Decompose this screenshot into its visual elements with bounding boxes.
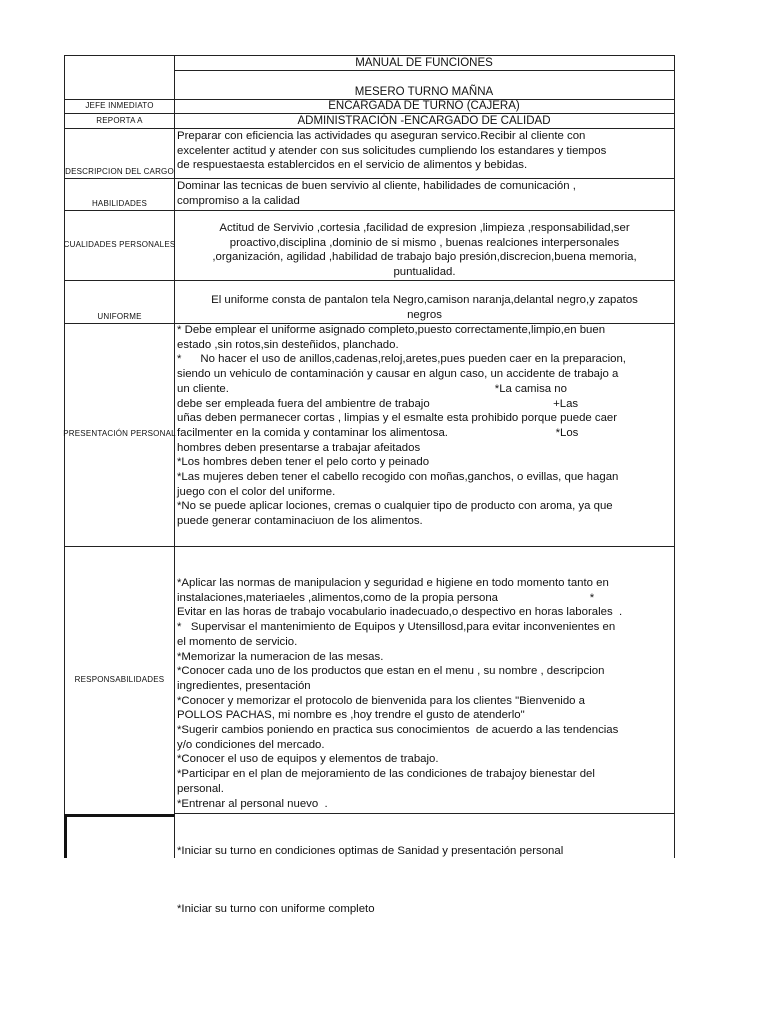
value-uniforme: El uniforme consta de pantalon tela Negro,camison naranja,delantal negro,y zapatos negros <box>174 281 675 324</box>
header-blank-cell <box>64 55 175 100</box>
value-responsabilidades: *Aplicar las normas de manipulacion y seguridad e higiene en todo momento tanto en instalaciones,materiaeles ,alimentos,como de la propia persona * Evitar en las horas de trabajo vocabulario inadecuado,o despectivo en horas laborales . * Supervisar el mantenimiento de Equipos y Utensillosd,para evitar inconvenientes en el momento de servicio. *Memorizar la numeracion de las mesas. *Conocer cada uno de los productos que estan en el menu , su nombre , descripcion ingredientes, presentación *Conocer y memorizar el protocolo de bienvenida para los clientes "Bienvenido a POLLOS PACHAS, mi nombre es ,hoy trendre el gusto de atenderlo" *Sugerir cambios poniendo en practica sus conocimientos de acuerdo a las tendencias y/o condiciones del mercado. *Conocer el uso de equipos y elementos de trabajo. *Participar en el plan de mejoramiento de las condiciones de trabajoy bienestar del personal. *Entrenar al personal nuevo . <box>174 546 675 814</box>
label-jefe-inmediato: JEFE INMEDIATO <box>64 99 175 114</box>
label-habilidades: HABILIDADES <box>64 179 175 211</box>
value-reporta-a: ADMINISTRACIÓN -ENCARGADO DE CALIDAD <box>174 114 675 129</box>
label-cualidades-personales: CUALIDADES PERSONALES <box>64 211 175 281</box>
value-presentacion-personal: * Debe emplear el uniforme asignado completo,puesto correctamente,limpio,en buen estado ,sin rotos,sin desteñidos, planchado. * No hacer el uso de anillos,cadenas,reloj,aretes,pues pueden caer en la preparacion, siendo un vehiculo de contaminación y causar en algun caso, un accidente de trabajo a un cliente. *La camisa no debe ser empleada fuera del ambientre de trabajo +Las uñas deben permanecer cortas , limpias y el esmalte esta prohibido porque puede caer facilmenter en la comida y contaminar los alimentosa. *Los hombres deben presentarse a trabajar afeitados *Los hombres deben tener el pelo corto y peinado *Las mujeres deben tener el cabello recogido con moñas,ganchos, o evillas, que hagan juego con el color del uniforme. *No se puede aplicar lociones, cremas o cualquier tipo de producto con aroma, ya que puede generar contaminaciuon de los alimentos. <box>174 323 675 547</box>
value-jefe-inmediato: ENCARGADA DE TURNO (CAJERA) <box>174 99 675 114</box>
label-presentacion-personal: PRESENTACIÓN PERSONAL <box>64 323 175 547</box>
manual-title: MANUAL DE FUNCIONES <box>174 55 675 70</box>
label-uniforme: UNIFORME <box>64 281 175 324</box>
value-descripcion-cargo: Preparar con eficiencia las actividades qu aseguran servico.Recibir al cliente con excelenter actitud y atender con sus solicitudes cumpliendo los estandares y tiempos de respuestaesta establercidos en el servicio de alimentos y bebidas. <box>174 129 675 179</box>
position-title: MESERO TURNO MAÑNA <box>174 70 675 100</box>
extra-line-uniforme: *Iniciar su turno con uniforme completo <box>177 902 375 915</box>
label-reporta-a: REPORTA A <box>64 114 175 129</box>
label-descripcion-cargo: DESCRIPCION DEL CARGO <box>64 129 175 179</box>
value-cualidades-personales: Actitud de Servivio ,cortesia ,facilidad de expresion ,limpieza ,responsabilidad,ser proactivo,disciplina ,dominio de si mismo , buenas realciones interpersonales ,organización, agilidad ,habilidad de trabajo bajo presión,discrecion,buena memoria, puntualidad. <box>174 211 675 281</box>
extra-line-sanidad: *Iniciar su turno en condiciones optimas de Sanidad y presentación personal <box>177 845 564 858</box>
extra-blank-cell <box>64 814 175 858</box>
value-habilidades: Dominar las tecnicas de buen servivio al cliente, habilidades de comunicación , compromiso a la calidad <box>174 179 675 211</box>
extra-rows-cell <box>174 814 675 915</box>
label-responsabilidades: RESPONSABILIDADES <box>64 546 175 814</box>
